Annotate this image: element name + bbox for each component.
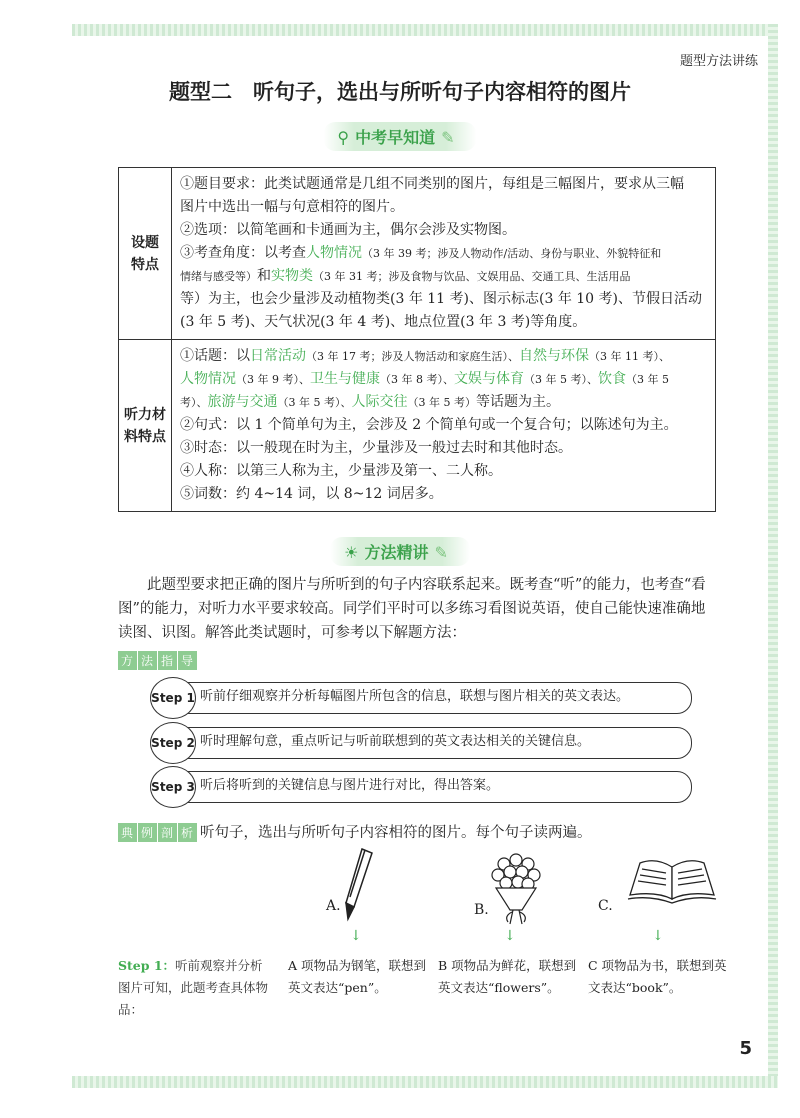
row-label-tingli: 听力材 料特点 xyxy=(119,340,172,512)
step-2-text: 听时理解句意，重点听记与听前联想到的英文表达相关的关键信息。 xyxy=(200,734,591,749)
bottom-stripe xyxy=(72,1076,778,1088)
arrow-down-icon: ↓ xyxy=(504,928,516,944)
pen-stroke-icon: ✎ xyxy=(434,543,448,562)
picture-a-letter: A. xyxy=(326,898,341,914)
step-2-label: Step 2 xyxy=(150,722,196,764)
section-badge-method xyxy=(330,537,470,566)
section-badge-label: 中考早知道 xyxy=(355,128,436,147)
page-title: 题型二 听句子，选出与所听句子内容相符的图片 xyxy=(169,80,631,104)
step1-note: Step 1：听前观察并分析图片可知，此题考查具体物品： xyxy=(118,958,269,1017)
explanation-b: B 项物品为鲜花，联想到英文表达“flowers”。 xyxy=(438,958,577,995)
pen-stroke-icon: ✎ xyxy=(441,128,455,147)
example-analysis-label: 典 例 剖 析 xyxy=(118,823,198,842)
header-tag: 题型方法讲练 xyxy=(679,54,758,69)
row-content-shezhi: ①题目要求：此类试题通常是几组不同类别的图片，每组是三幅图片，要求从三幅 图片中选出一幅与句意相符的图片。 ②选项：以简笔画和卡通画为主，偶尔会涉及实物图。 ③考查角度：以考查人物情况（3 年 39 考；涉及人物动作/活动、身份与职业、外貌特征和 情绪与感受等）和实物类（3 年 31 考；涉及食物与饮品、文娱用品、交通工具、生活用品 等）为主，也会少量涉及动植物类(3 年 11 考)、图示标志(3 年 10 考)、节假日活动 (3 年 5 考)、天气状况(3 年 4 考)、地点位置(3 年 3 考)等角度。 xyxy=(172,168,716,340)
right-stripe xyxy=(768,24,778,1084)
step-1-label: Step 1 xyxy=(150,677,196,719)
table-row xyxy=(119,168,716,340)
arrow-down-icon: ↓ xyxy=(652,928,664,944)
step-3 xyxy=(150,771,692,803)
section-badge-label: 方法精讲 xyxy=(364,543,429,562)
section-badge-zhongkao xyxy=(323,122,476,151)
page-number: 5 xyxy=(739,1038,752,1059)
method-guide-label: 方 法 指 导 xyxy=(118,651,198,670)
explanation-a: A 项物品为钢笔，联想到英文表达“pen”。 xyxy=(288,958,427,995)
top-stripe xyxy=(72,24,778,36)
row-content-tingli: ①话题：以日常活动（3 年 17 考；涉及人物活动和家庭生活）、自然与环保（3 年 11 考）、 人物情况（3 年 9 考）、卫生与健康（3 年 8 考）、文娱与体育（3 年 5 考）、饮食（3 年 5 考）、旅游与交通（3 年 5 考）、人际交往（3 年 5 考）等话题为主。 ②句式：以 1 个简单句为主，会涉及 2 个简单句或一个复合句；以陈述句为主。 ③时态：以一般现在时为主，少量涉及一般过去时和其他时态。 ④人称：以第三人称为主，少量涉及第一、二人称。 ⑤词数：约 4~14 词，以 8~12 词居多。 xyxy=(172,340,716,512)
intro-paragraph: 此题型要求把正确的图片与所听到的句子内容联系起来。既考查“听”的能力，也考查“看图”的能力，对听力水平要求较高。同学们平时可以多练习看图说英语，使自己能快速准确地读图、识图。解答此类试题时，可参考以下解题方法： xyxy=(118,577,706,641)
explanation-c: C 项物品为书，联想到英文表达“book”。 xyxy=(588,958,727,995)
features-table xyxy=(118,167,716,512)
picture-b-letter: B. xyxy=(474,902,489,918)
step-2 xyxy=(150,727,692,759)
step-3-label: Step 3 xyxy=(150,766,196,808)
location-pin-icon: ⚲ xyxy=(337,128,350,147)
book-icon xyxy=(626,855,718,905)
step-1-text: 听前仔细观察并分析每幅图片所包含的信息，联想与图片相关的英文表达。 xyxy=(200,689,630,704)
pen-icon xyxy=(340,845,380,925)
lightbulb-icon: ☀ xyxy=(344,543,359,562)
picture-c-letter: C. xyxy=(598,898,613,914)
step-1 xyxy=(150,682,692,714)
arrow-down-icon: ↓ xyxy=(350,928,362,944)
flowers-icon xyxy=(486,850,546,928)
example-instruction: 听句子，选出与所听句子内容相符的图片。每个句子读两遍。 xyxy=(200,825,592,841)
row-label-shezhi: 设题 特点 xyxy=(119,168,172,340)
step-3-text: 听后将听到的关键信息与图片进行对比，得出答案。 xyxy=(200,778,500,793)
table-row xyxy=(119,340,716,512)
